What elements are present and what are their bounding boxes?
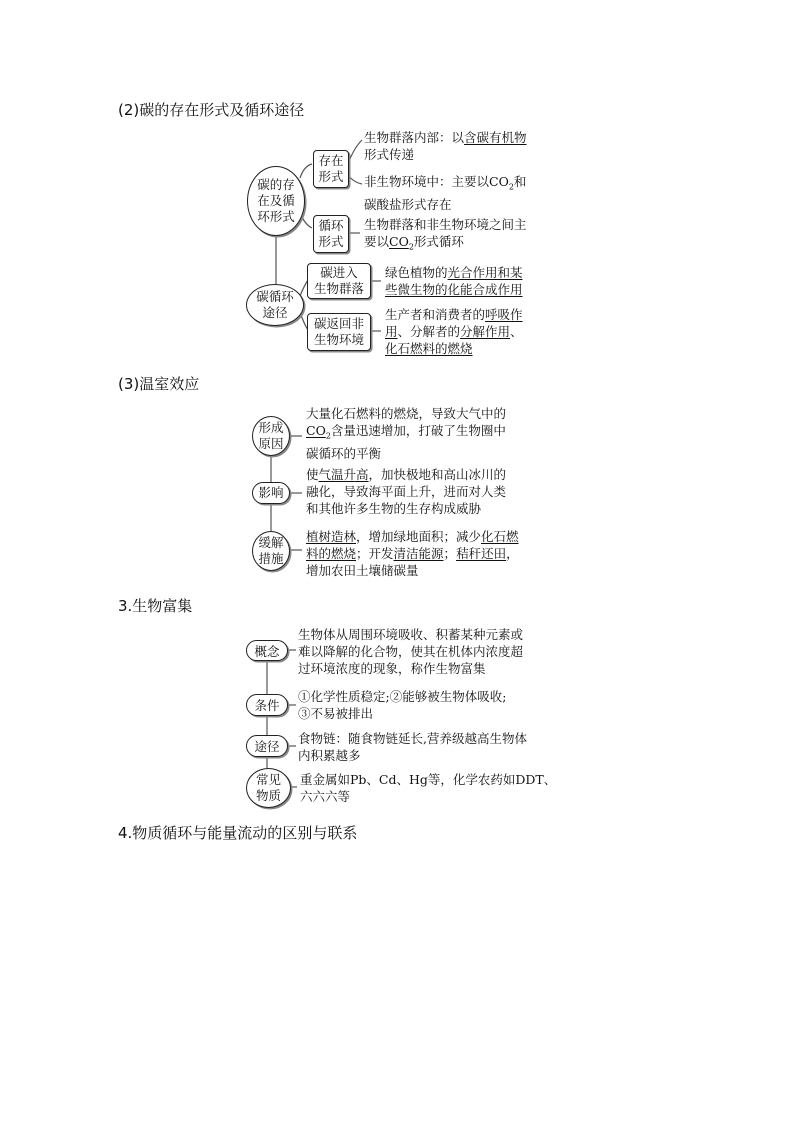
node-concept: 概念 [246,640,288,661]
text-seg: 2 [508,182,514,192]
text-seg: 生产者和消费者的 [385,307,486,322]
box-cycle-form: 循环 形式 [313,215,349,253]
text-seg: 料的燃烧 [306,546,357,561]
text-seg: ； [443,546,457,561]
text-seg: ；开发 [356,546,394,561]
heading-greenhouse: (3)温室效应 [118,375,200,393]
text-seg: 些微生物的化能合成作用 [385,282,523,297]
text-bio-route [298,730,527,764]
text-seg: 使 [306,467,319,482]
text-greenhouse-impact [306,466,506,517]
text-seg: 大量化石燃料的燃烧，导致大气中的 [306,406,507,421]
text-seg: 秸秆还田 [456,546,507,561]
text-seg: 呼吸作 [485,307,523,322]
text-seg: 分解作用 [460,324,511,339]
text-seg: 碳酸盐形式存在 [364,196,452,212]
text-seg: 用 [385,324,398,339]
text-bio-condition [298,688,506,722]
text-seg: 清洁能源 [393,546,444,561]
node-condition: 条件 [246,694,288,716]
text-seg: ③不易被排出 [298,706,374,721]
text-seg: 光合作用和某 [447,265,523,280]
text-seg: 2 [325,431,331,441]
box-existence-form: 存在 形式 [313,150,349,188]
text-seg: 化石燃料的燃烧 [385,341,473,356]
text-seg: 融化，导致海平面上升，进而对人类 [306,484,507,499]
text-seg [389,234,414,252]
text-seg: 要以 [364,234,390,249]
text-seg: 和 [513,174,527,189]
text-bio-substances [300,771,556,805]
node-carbon-forms: 碳的存 在及循 环形式 [247,166,305,236]
text-seg: 生物群落和非生物环境之间主 [364,217,527,232]
box-carbon-return: 碳返回非 生物环境 [307,313,371,351]
text-seg [306,423,331,441]
node-mitigation: 缓解 措施 [252,531,290,571]
text-seg: 化石燃 [481,529,519,544]
text-seg: 食物链：随食物链延长,营养级越高生物体 [298,731,527,746]
text-seg: ①化学性质稳定;②能够被生物体吸收; [298,689,507,704]
text-seg: 含碳有机物 [464,130,527,145]
text-seg: CO [306,423,326,438]
node-cause: 形成 原因 [252,416,290,456]
text-carbon-enter [385,264,523,298]
node-impact: 影响 [252,482,290,504]
text-seg: 非生物环境中：主要以CO [364,174,509,189]
text-seg: ，加快极地和高山冰川的 [368,467,507,482]
text-seg: 内积累越多 [298,748,361,763]
box-carbon-enter: 碳进入 生物群落 [307,263,371,299]
text-seg: 和其他许多生物的生存构成威胁 [306,501,482,516]
text-seg: ，增加绿地面积；减少 [356,529,482,544]
heading-bio-accumulation: 3.生物富集 [118,597,193,615]
text-seg: 含量迅速增加，打破了生物圈中 [330,423,506,438]
text-carbon-return [385,306,523,357]
text-seg: 形式传递 [364,147,415,162]
text-seg: 六六六等 [300,789,351,804]
text-seg: 气温升高 [318,467,369,482]
text-abiotic-environment [364,173,526,213]
text-seg: CO [389,234,409,249]
text-greenhouse-mitigation [306,528,519,579]
text-cycle-form [364,216,527,256]
text-seg: 难以降解的化合物，使其在机体内浓度超 [298,644,524,659]
node-route: 途径 [246,735,288,757]
text-seg: 、分解者的 [397,324,461,339]
text-seg: 重金属如Pb、Cd、Hg等，化学农药如DDT、 [300,772,557,787]
text-bio-concept [298,626,523,677]
heading-cycle-vs-flow: 4.物质循环与能量流动的区别与联系 [118,824,358,842]
text-seg: 2 [408,242,414,252]
heading-carbon-forms: (2)碳的存在形式及循环途径 [118,101,305,119]
text-seg: 生物群落内部：以 [364,130,465,145]
node-carbon-cycle-route: 碳循环 途径 [246,284,304,326]
text-seg: 植树造林 [306,529,357,544]
text-seg: 碳循环的平衡 [306,445,382,461]
text-seg: 、 [510,324,523,339]
text-greenhouse-cause [306,405,506,462]
node-common-substances: 常见 物质 [246,768,291,808]
text-community-internal [364,129,527,163]
text-seg: 过环境浓度的现象，称作生物富集 [298,661,486,676]
text-seg: ， [506,546,519,561]
text-seg: 绿色植物的 [385,265,448,280]
text-seg: 形式循环 [413,234,464,249]
text-seg: 生物体从周围环境吸收、积蓄某种元素或 [298,627,524,642]
text-seg: 增加农田土壤储碳量 [306,563,419,578]
